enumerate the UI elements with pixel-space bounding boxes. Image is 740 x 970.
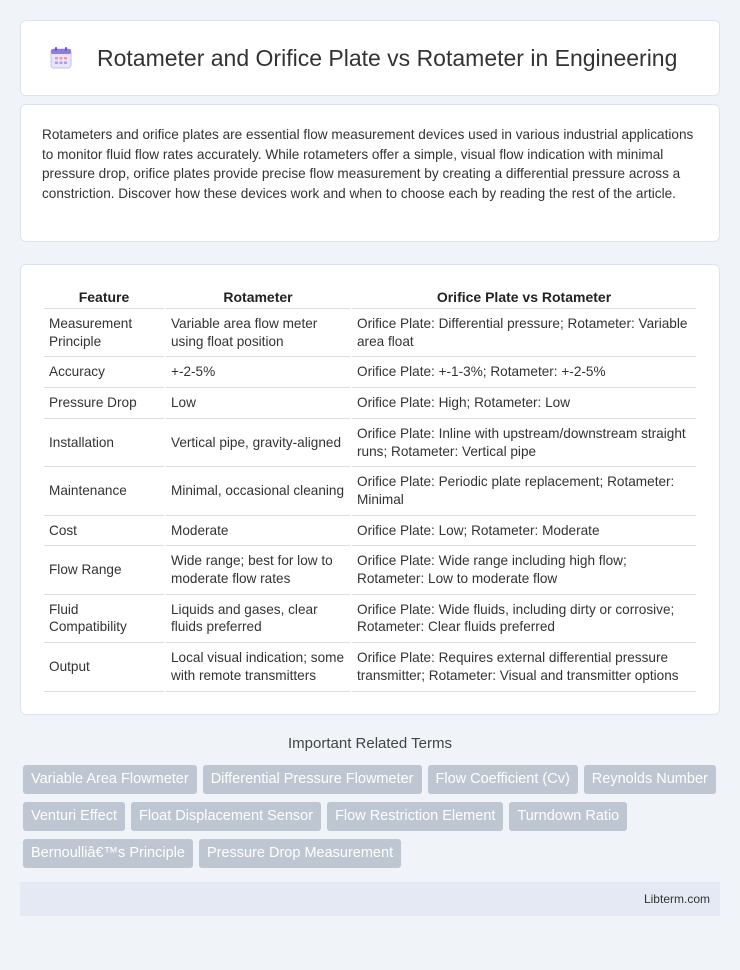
related-term-tag[interactable]: Float Displacement Sensor — [131, 802, 321, 831]
page-title: Rotameter and Orifice Plate vs Rotameter in Engineering — [97, 44, 678, 71]
cell-rotameter: Vertical pipe, gravity-aligned — [166, 419, 350, 467]
comparison-table — [42, 285, 698, 692]
table-row — [44, 309, 696, 357]
cell-feature: Pressure Drop — [44, 388, 164, 419]
footer-brand[interactable]: Libterm.com — [643, 891, 710, 906]
related-term-tag[interactable]: Bernoulliâ€™s Principle — [23, 839, 193, 868]
comparison-table-card — [20, 264, 720, 715]
cell-comparison: Orifice Plate: Differential pressure; Rotameter: Variable area float — [352, 309, 696, 357]
table-row — [44, 467, 696, 515]
related-term-tag[interactable]: Pressure Drop Measurement — [199, 839, 401, 868]
cell-comparison: Orifice Plate: Requires external differential pressure transmitter; Rotameter: Visual and transmitter options — [352, 643, 696, 691]
cell-rotameter: Variable area flow meter using float position — [166, 309, 350, 357]
cell-comparison: Orifice Plate: Periodic plate replacement; Rotameter: Minimal — [352, 467, 696, 515]
cell-rotameter: +-2-5% — [166, 357, 350, 388]
related-term-tag[interactable]: Flow Coefficient (Cv) — [428, 765, 578, 794]
related-term-tag[interactable]: Turndown Ratio — [509, 802, 627, 831]
related-term-tag[interactable]: Differential Pressure Flowmeter — [203, 765, 422, 794]
column-header-feature: Feature — [44, 285, 164, 309]
footer — [20, 882, 720, 916]
cell-rotameter: Low — [166, 388, 350, 419]
cell-feature: Flow Range — [44, 546, 164, 594]
cell-rotameter: Wide range; best for low to moderate flow rates — [166, 546, 350, 594]
related-term-tag[interactable]: Variable Area Flowmeter — [23, 765, 197, 794]
table-row — [44, 357, 696, 388]
cell-feature: Accuracy — [44, 357, 164, 388]
intro-card — [20, 104, 720, 242]
cell-feature: Fluid Compatibility — [44, 595, 164, 643]
related-term-tag[interactable]: Venturi Effect — [23, 802, 125, 831]
calendar-icon — [47, 44, 75, 72]
cell-comparison: Orifice Plate: Low; Rotameter: Moderate — [352, 516, 696, 547]
related-terms-heading: Important Related Terms — [288, 734, 452, 752]
cell-rotameter: Liquids and gases, clear fluids preferred — [166, 595, 350, 643]
table-row — [44, 419, 696, 467]
cell-comparison: Orifice Plate: Wide fluids, including dirty or corrosive; Rotameter: Clear fluids preferred — [352, 595, 696, 643]
table-row — [44, 388, 696, 419]
cell-rotameter: Moderate — [166, 516, 350, 547]
column-header-rotameter: Rotameter — [166, 285, 350, 309]
related-term-tag[interactable]: Reynolds Number — [584, 765, 716, 794]
cell-rotameter: Local visual indication; some with remote transmitters — [166, 643, 350, 691]
cell-feature: Output — [44, 643, 164, 691]
title-card — [20, 20, 720, 96]
table-row — [44, 643, 696, 691]
table-row — [44, 516, 696, 547]
cell-feature: Cost — [44, 516, 164, 547]
table-header-row — [44, 285, 696, 309]
table-row — [44, 546, 696, 594]
cell-feature: Installation — [44, 419, 164, 467]
cell-comparison: Orifice Plate: High; Rotameter: Low — [352, 388, 696, 419]
cell-feature: Maintenance — [44, 467, 164, 515]
cell-comparison: Orifice Plate: Wide range including high flow; Rotameter: Low to moderate flow — [352, 546, 696, 594]
related-terms-list — [20, 765, 720, 868]
related-term-tag[interactable]: Flow Restriction Element — [327, 802, 503, 831]
cell-comparison: Orifice Plate: Inline with upstream/downstream straight runs; Rotameter: Vertical pipe — [352, 419, 696, 467]
intro-paragraph: Rotameters and orifice plates are essential flow measurement devices used in various industrial applications to monitor fluid flow rates accurately. While rotameters offer a simple, visual flow indication with minimal pressure drop, orifice plates provide precise flow measurement by creating a differential pressure across a constriction. Discover how these devices work and when to choose each by reading the rest of the article. — [42, 127, 694, 201]
column-header-comparison: Orifice Plate vs Rotameter — [352, 285, 696, 309]
table-row — [44, 595, 696, 643]
cell-rotameter: Minimal, occasional cleaning — [166, 467, 350, 515]
cell-feature: Measurement Principle — [44, 309, 164, 357]
cell-comparison: Orifice Plate: +-1-3%; Rotameter: +-2-5% — [352, 357, 696, 388]
